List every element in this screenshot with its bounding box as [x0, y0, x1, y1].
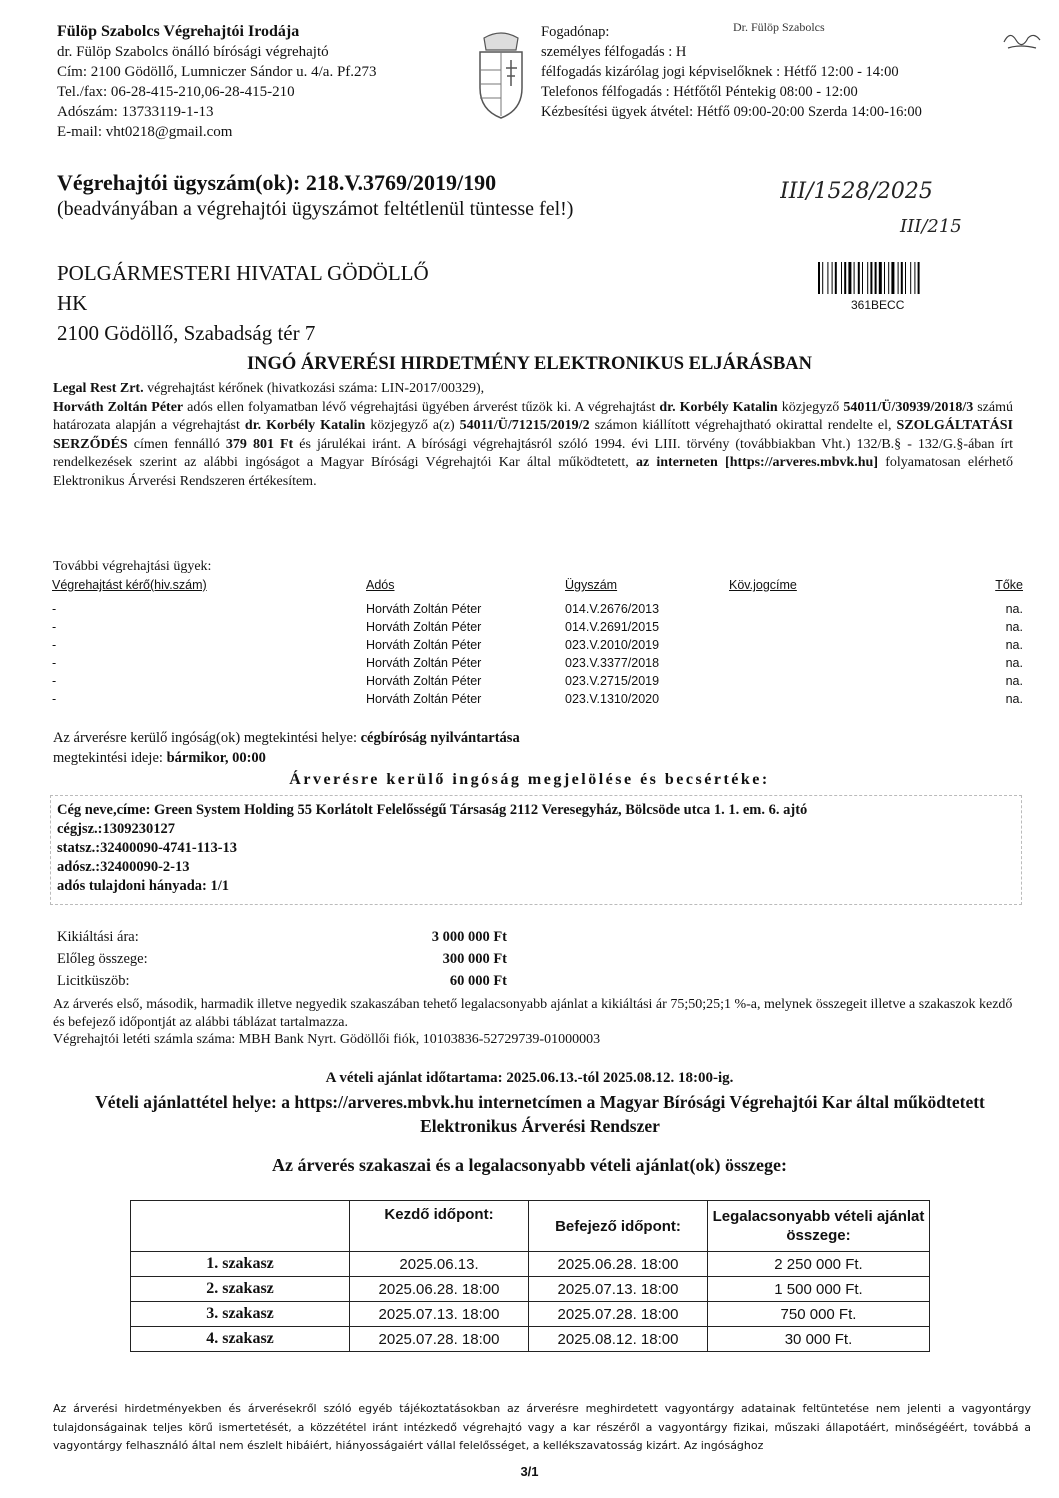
stage-minimum: 30 000 Ft.	[708, 1327, 930, 1352]
other-cases-table	[50, 578, 1025, 708]
table-cell: -	[52, 638, 57, 652]
reception-line: félfogadás kizárólag jogi képviselőknek : Hétfő 12:00 - 14:00	[541, 64, 899, 80]
claim-amount: 379 801 Ft	[225, 436, 294, 452]
office-name: Fülöp Szabolcs Végrehajtói Irodája	[57, 23, 300, 40]
debtor-name: Horváth Zoltán Péter	[53, 399, 184, 415]
price-list	[57, 926, 507, 992]
document-title: INGÓ ÁRVERÉSI HIRDETMÉNY ELEKTRONIKUS ELJÁRÁSBAN	[246, 354, 813, 374]
intro-paragraph	[53, 380, 1013, 491]
table-cell: 023.V.1310/2020	[565, 692, 660, 706]
intro-text: adós ellen folyamatban lévő végrehajtási ügyében árverést tűzök ki. A végrehajtást	[183, 399, 660, 415]
column-header: Tőke	[995, 578, 1023, 592]
table-cell: Horváth Zoltán Péter	[366, 674, 482, 688]
stage-label: 1. szakasz	[131, 1252, 350, 1277]
stage-start: 2025.07.28. 18:00	[350, 1327, 529, 1352]
table-cell	[727, 600, 971, 618]
case-number: Végrehajtói ügyszám(ok): 218.V.3769/2019/190	[57, 170, 497, 195]
office-line: Adószám: 13733119-1-13	[57, 104, 214, 120]
table-cell: na.	[1005, 674, 1023, 688]
table-cell	[727, 618, 971, 636]
offer-period: A vételi ajánlat időtartama: 2025.06.13.-tól 2025.08.12. 18:00-ig.	[325, 1070, 734, 1086]
item-line: adós tulajdoni hányada: 1/1	[57, 878, 230, 894]
reception-line: Kézbesítési ügyek átvétel: Hétfő 09:00-20:00 Szerda 14:00-16:00	[541, 104, 922, 120]
table-header	[131, 1201, 930, 1252]
stages-table	[130, 1200, 930, 1352]
table-cell: Horváth Zoltán Péter	[366, 656, 482, 670]
stamp-text: Dr. Fülöp Szabolcs	[733, 20, 825, 34]
item-details	[57, 801, 807, 896]
intro-text: címen fennálló	[127, 436, 226, 452]
column-header: Köv.jogcíme	[729, 578, 797, 592]
stage-minimum: 750 000 Ft.	[708, 1302, 930, 1327]
stage-label: 3. szakasz	[131, 1302, 350, 1327]
price-label: Kikiáltási ára:	[57, 929, 139, 945]
table-cell: 014.V.2676/2013	[565, 602, 660, 616]
table-cell: -	[52, 674, 57, 688]
stage-start: 2025.06.28. 18:00	[350, 1277, 529, 1302]
table-cell: na.	[1005, 620, 1023, 634]
column-header: Adós	[366, 578, 395, 592]
addressee-line: HK	[57, 291, 88, 315]
table-row	[131, 1327, 930, 1352]
column-header: Befejező időpont:	[529, 1201, 708, 1252]
price-label: Licitküszöb:	[57, 973, 130, 989]
intro-text: folyamatosan elérhető Elektronikus Árverési Rendszeren értékesítem.	[53, 455, 1013, 489]
rules-paragraph	[53, 996, 1013, 1049]
stages-heading: Az árverés szakaszai és a legalacsonyabb vételi ajánlat(ok) összege:	[272, 1155, 787, 1175]
stage-label: 4. szakasz	[131, 1327, 350, 1352]
price-row	[57, 948, 507, 970]
stage-end: 2025.07.13. 18:00	[529, 1277, 708, 1302]
table-row	[50, 672, 1025, 690]
handwritten-number: 215	[927, 216, 962, 237]
office-line: Cím: 2100 Gödöllő, Lumniczer Sándor u. 4/a. Pf.273	[57, 64, 377, 80]
office-line: dr. Fülöp Szabolcs önálló bírósági végrehajtó	[57, 44, 329, 60]
column-header: Legalacsonyabb vételi ajánlat összege:	[708, 1201, 930, 1252]
table-row	[50, 654, 1025, 672]
table-cell: na.	[1005, 656, 1023, 670]
column-header	[131, 1201, 350, 1252]
footer-disclaimer: Az árverési hirdetményekben és árverésekről szóló egyéb tájékoztatásokban az árverésre meghirdetett vagyontárgy adatainak feltüntetése nem jelenti a vagyontárgy tulajdonságainak teljes körű ismertetését, a közzététel iránt intézkedő végrehajtó vagy a kar részéről a vagyontárgy fizikai, műszaki állapotáért, minőségéért, továbbá a vagyontárgy felhasználó által nem észlelt hibáiért, hiányosságaiért vállal felelősséget, a kellékszavatosság kizárt. Az ingósághoz	[53, 1402, 1031, 1452]
table-cell	[727, 672, 971, 690]
stage-end: 2025.08.12. 18:00	[529, 1327, 708, 1352]
intro-text: közjegyző a(z)	[365, 418, 460, 433]
table-row	[50, 636, 1025, 654]
table-row	[50, 600, 1025, 618]
table-cell: -	[52, 692, 57, 706]
intro-text: számú határozata alapján a végrehajtást	[53, 399, 1014, 433]
case-note: (beadványában a végrehajtói ügyszámot feltétlenül tüntesse fel!)	[57, 198, 574, 220]
table-cell: Horváth Zoltán Péter	[366, 638, 482, 652]
item-line: adósz.:32400090-2-13	[57, 859, 190, 875]
column-header: Végrehajtást kérő(hiv.szám)	[52, 578, 207, 592]
coat-of-arms-icon	[470, 28, 532, 120]
rules-text: Az árverés első, második, harmadik illetve negyedik szakaszában tehető legalacsonyabb ajánlat a kikiáltási ár 75;50;25;1 %-a, melynek összegeit illetve a szakaszok kezdő és befejező időpontját az alábbi táblázat tartalmazza.	[53, 997, 1013, 1030]
inspection-time: bármikor, 00:00	[166, 750, 266, 766]
reception-hours	[541, 22, 922, 122]
table-row	[131, 1252, 930, 1277]
svg-text:III/1528/2025: III/1528/2025	[780, 179, 933, 204]
intro-text: számon kiállított végrehajtható okirattal rendelte el,	[589, 418, 897, 433]
table-row	[50, 618, 1025, 636]
table-cell: na.	[1005, 602, 1023, 616]
office-header	[57, 22, 377, 142]
document-ref: 54011/Ü/71215/2019/2	[459, 418, 590, 433]
table-cell: -	[52, 620, 57, 634]
table-cell	[727, 636, 971, 654]
bank-account: Végrehajtói letéti számla száma: MBH Bank Nyrt. Gödöllői fiók, 10103836-52729739-01000003	[53, 1032, 601, 1047]
table-cell: Horváth Zoltán Péter	[366, 692, 482, 706]
stage-label: 2. szakasz	[131, 1277, 350, 1302]
stage-minimum: 2 250 000 Ft.	[708, 1252, 930, 1277]
item-line: cégjsz.:1309230127	[57, 821, 175, 837]
case-block	[57, 170, 573, 221]
table-row	[131, 1277, 930, 1302]
column-header: Kezdő időpont:	[350, 1201, 529, 1252]
other-cases-heading: További végrehajtási ügyek:	[53, 559, 212, 574]
item-line: Cég neve,címe: Green System Holding 55 Korlátolt Felelősségű Társaság 2112 Veresegyház, Bölcsöde utca 1. 1. em. 6. ajtó	[57, 802, 808, 818]
stage-end: 2025.06.28. 18:00	[529, 1252, 708, 1277]
reception-line: személyes félfogadás : H	[541, 44, 687, 60]
table-cell	[727, 654, 971, 672]
reception-line: Telefonos félfogadás : Hétfőtől Péntekig 08:00 - 12:00	[541, 84, 858, 100]
table-row	[50, 690, 1025, 708]
table-cell: na.	[1005, 638, 1023, 652]
inspection-info	[53, 728, 520, 768]
price-value: 300 000 Ft	[442, 951, 507, 967]
stage-end: 2025.07.28. 18:00	[529, 1302, 708, 1327]
page-number: 3/1	[520, 1464, 539, 1479]
intro-text: és járulékai iránt. A bírósági végrehajtásról szóló 1994. évi LIII. törvény (továbbiakban Vht.) 132/B.§ - 132/G.§-ában írt rendelkezések szerint az alábbi ingóságot a Magyar Bírósági Végrehajtói Kar által működtetett,	[53, 436, 1013, 470]
table-cell: 023.V.3377/2018	[565, 656, 660, 670]
addressee	[57, 258, 429, 348]
inspection-time-label: megtekintési ideje:	[53, 750, 167, 766]
offer-place: Vételi ajánlattétel helye: a https://arveres.mbvk.hu internetcímen a Magyar Bírósági Végrehajtói Kar által működtetett Elektronikus Árverési Rendszer	[95, 1092, 985, 1136]
contract-type: SZOLGÁLTATÁSI SERZŐDÉS	[53, 418, 1013, 452]
table-row	[131, 1302, 930, 1327]
table-cell: 023.V.2715/2019	[565, 674, 660, 688]
item-line: statsz.:32400090-4741-113-13	[57, 840, 238, 856]
office-line: Tel./fax: 06-28-415-210,06-28-415-210	[57, 84, 295, 100]
notary-name: dr. Korbély Katalin	[659, 399, 778, 415]
stage-minimum: 1 500 000 Ft.	[708, 1277, 930, 1302]
creditor-name: Legal Rest Zrt.	[53, 381, 144, 396]
table-header	[50, 578, 1025, 600]
item-heading: Árverésre kerülő ingóság megjelölése és becsértéke:	[289, 771, 770, 788]
svg-text:III/215: III/215	[900, 216, 962, 237]
auction-website: az interneten [https://arveres.mbvk.hu]	[635, 455, 879, 470]
office-line: E-mail: vht0218@gmail.com	[57, 124, 233, 140]
handwritten-registry-number	[780, 170, 1000, 240]
price-row	[57, 970, 507, 992]
table-cell	[727, 690, 971, 708]
column-header: Ügyszám	[565, 578, 618, 592]
intro-text: közjegyző	[777, 399, 844, 415]
price-label: Előleg összege:	[57, 951, 148, 967]
intro-text: végrehajtást kérőnek (hivatkozási száma: LIN-2017/00329),	[143, 381, 485, 396]
table-cell: -	[52, 656, 57, 670]
addressee-line: 2100 Gödöllő, Szabadság tér 7	[57, 321, 316, 345]
table-cell: 014.V.2691/2015	[565, 620, 660, 634]
barcode	[818, 262, 946, 294]
handwritten-number: 1528/2025	[813, 179, 933, 204]
inspection-place-label: Az árverésre kerülő ingóság(ok) megtekintési helye:	[53, 730, 361, 746]
table-cell: -	[52, 602, 57, 616]
price-value: 3 000 000 Ft	[431, 929, 507, 945]
stage-start: 2025.07.13. 18:00	[350, 1302, 529, 1327]
table-cell: Horváth Zoltán Péter	[366, 620, 482, 634]
price-value: 60 000 Ft	[449, 973, 507, 989]
decision-ref: 54011/Ü/30939/2018/3	[843, 399, 974, 415]
inspection-place: cégbíróság nyilvántartása	[360, 730, 520, 746]
table-cell: na.	[1005, 692, 1023, 706]
signature-icon	[1000, 24, 1044, 54]
table-cell: 023.V.2010/2019	[565, 638, 660, 652]
addressee-line: POLGÁRMESTERI HIVATAL GÖDÖLLŐ	[57, 261, 429, 285]
reception-line: Fogadónap:	[541, 24, 610, 40]
table-cell: Horváth Zoltán Péter	[366, 602, 482, 616]
notary-name: dr. Korbély Katalin	[244, 418, 366, 433]
stage-start: 2025.06.13.	[350, 1252, 529, 1277]
barcode-label: 361BECC	[851, 298, 905, 312]
price-row	[57, 926, 507, 948]
